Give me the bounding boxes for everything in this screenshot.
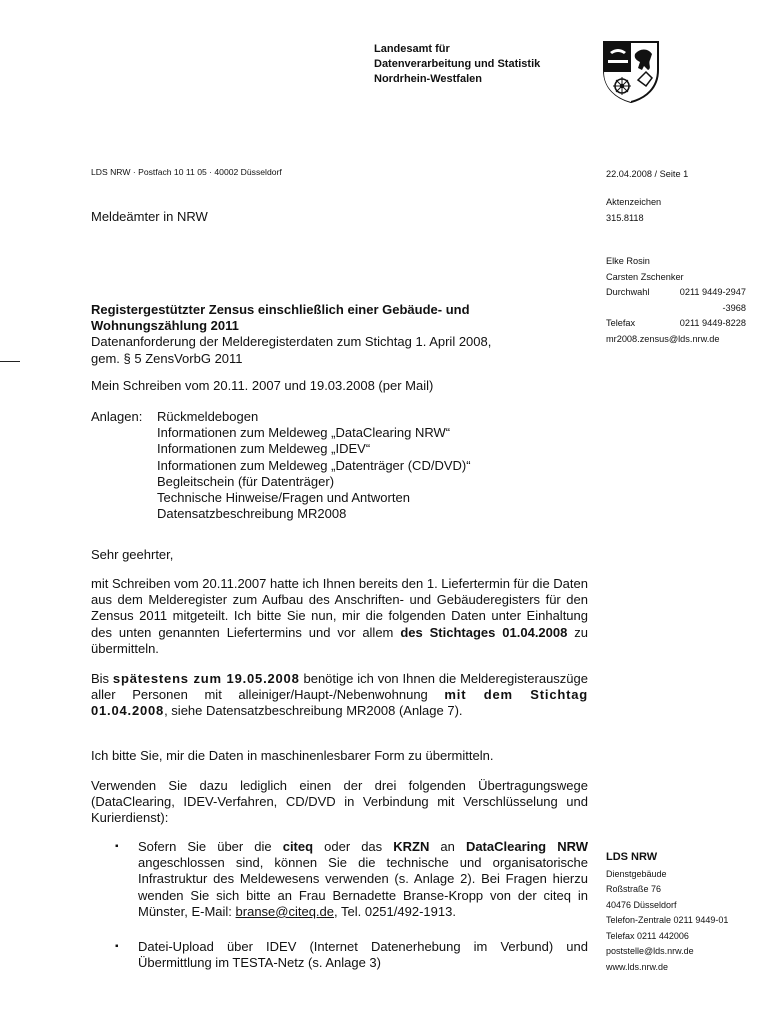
bullet-square-icon: ▪ bbox=[115, 841, 119, 852]
contact-block bbox=[606, 254, 746, 347]
paragraph-bold: spätestens zum 19.05.2008 bbox=[112, 671, 300, 686]
paragraph-text: zu übermitteln. bbox=[91, 624, 589, 656]
fax-value: 0211 9449-8228 bbox=[679, 318, 746, 328]
sender-name bbox=[374, 42, 540, 87]
phone-row bbox=[606, 285, 746, 301]
paragraph-bold: des Stichtages 01.04.2008 bbox=[400, 624, 568, 640]
footer-line: Dienstgebäude bbox=[606, 868, 667, 879]
attachment-item: Informationen zum Meldeweg „Datenträger (CD/DVD)“ bbox=[157, 457, 471, 473]
footer-line: Roßstraße 76 bbox=[606, 884, 662, 894]
reference-line: Mein Schreiben vom 20.11. 2007 und 19.03.2008 (per Mail) bbox=[91, 378, 434, 393]
attachment-item: Begleitschein (für Datenträger) bbox=[157, 473, 335, 489]
email-link[interactable]: branse@citeq.de bbox=[235, 903, 335, 919]
attachment-item: Informationen zum Meldeweg „DataClearing NRW“ bbox=[157, 425, 451, 441]
footer-website[interactable]: www.lds.nrw.de bbox=[606, 961, 669, 972]
paragraph-1 bbox=[91, 576, 588, 657]
footer-line: Telefax 0211 442006 bbox=[606, 930, 689, 941]
bullet-text-part: angeschlossen sind, können Sie die technische und organisatorische Infrastruktur des Meldewesens verwenden (s. Anlage 2). Bei Fragen hierzu wenden Sie sich bitte an Frau Bernadette Branse-Kropp von der citeq in Münster, E-Mail: bbox=[138, 855, 588, 919]
reference-value: 315.8118 bbox=[606, 212, 644, 223]
attachments bbox=[91, 409, 588, 522]
paragraph-bold: mit dem Stichtag 01.04.2008 bbox=[91, 687, 588, 719]
fax-row bbox=[606, 316, 746, 332]
attachment-item: Rückmeldebogen bbox=[157, 409, 259, 424]
bullet-text-part: , Tel. 0251/492-1913. bbox=[334, 903, 456, 919]
date-page: 22.04.2008 / Seite 1 bbox=[606, 169, 689, 179]
contact-name: Elke Rosin bbox=[606, 256, 650, 266]
return-address: LDS NRW · Postfach 10 11 05 · 40002 Düsseldorf bbox=[91, 167, 282, 177]
sender-line: Nordrhein-Westfalen bbox=[374, 73, 482, 85]
attachment-item: Datensatzbeschreibung MR2008 bbox=[157, 506, 347, 522]
bullet-bold: KRZN bbox=[393, 839, 430, 854]
subject-line: Datenanforderung der Melderegisterdaten zum Stichtag 1. April 2008, bbox=[91, 334, 492, 350]
fax-label: Telefax bbox=[606, 318, 636, 328]
sender-line: Landesamt für bbox=[374, 43, 450, 55]
bullet-item bbox=[115, 939, 588, 971]
attachments-list bbox=[157, 409, 471, 522]
bullet-bold: DataClearing NRW bbox=[465, 839, 589, 854]
salutation: Sehr geehrter, bbox=[91, 547, 174, 562]
reference-block bbox=[606, 195, 661, 226]
bullet-square-icon: ▪ bbox=[115, 941, 119, 952]
recipient: Meldeämter in NRW bbox=[91, 209, 208, 224]
footer-org: LDS NRW bbox=[606, 851, 658, 863]
paragraph-text: Bis bbox=[91, 671, 113, 686]
fold-mark bbox=[0, 361, 20, 362]
subject-line: gem. § 5 ZensVorbG 2011 bbox=[91, 350, 243, 366]
contact-name: Carsten Zschenker bbox=[606, 271, 684, 282]
paragraph-text: , siehe Datensatzbeschreibung MR2008 (Anlage 7). bbox=[164, 703, 463, 719]
subject-title: Wohnungszählung 2011 bbox=[91, 318, 239, 334]
paragraph-text: benötige ich von Ihnen die Melderegisterauszüge aller Personen mit alleiniger/Haupt-/Nebenwohnung bbox=[91, 671, 588, 703]
paragraph-text: mit Schreiben vom 20.11.2007 hatte ich Ihnen bereits den 1. Liefertermin für die Daten aus dem Melderegister zum Aufbau des Anschriften- und Gebäuderegisters für den Zensus 2011 mitgeteilt. Ich bitte Sie nun, mir die folgenden Daten unter Einhaltung des unten genannten Liefertermins und vor allem bbox=[91, 576, 588, 640]
footer-line: 40476 Düsseldorf bbox=[606, 899, 677, 910]
bullet-text bbox=[138, 839, 588, 920]
footer-email[interactable]: poststelle@lds.nrw.de bbox=[606, 946, 694, 956]
bullet-text-part: an bbox=[429, 839, 466, 854]
phone-value: 0211 9449-2947 bbox=[679, 287, 746, 297]
paragraph-3: Ich bitte Sie, mir die Daten in maschinenlesbarer Form zu übermitteln. bbox=[91, 748, 494, 763]
nrw-coat-of-arms-icon bbox=[602, 40, 660, 104]
phone-extra: -3968 bbox=[722, 302, 746, 313]
paragraph-4: Verwenden Sie dazu lediglich einen der drei folgenden Übertragungswege (DataClearing, IDEV-Verfahren, CD/DVD in Verbindung mit Verschlüsselung und Kurierdienst): bbox=[91, 778, 588, 826]
subject-title: Registergestützter Zensus einschließlich einer Gebäude- und bbox=[91, 302, 470, 317]
bullet-item bbox=[115, 839, 588, 920]
footer-address bbox=[606, 850, 728, 975]
sender-line: Datenverarbeitung und Statistik bbox=[374, 58, 541, 70]
paragraph-2 bbox=[91, 671, 588, 720]
attachment-item: Technische Hinweise/Fragen und Antworten bbox=[157, 490, 410, 506]
attachments-label: Anlagen: bbox=[91, 409, 143, 424]
attachment-item: Informationen zum Meldeweg „IDEV“ bbox=[157, 441, 371, 457]
phone-label: Durchwahl bbox=[606, 287, 650, 297]
bullet-text-part: oder das bbox=[313, 839, 394, 854]
footer-line: Telefon-Zentrale 0211 9449-01 bbox=[606, 915, 729, 925]
subject-block bbox=[91, 302, 588, 367]
bullet-text-part: Sofern Sie über die bbox=[138, 839, 283, 854]
bullet-bold: citeq bbox=[282, 839, 314, 854]
contact-email: mr2008.zensus@lds.nrw.de bbox=[606, 333, 720, 344]
reference-label: Aktenzeichen bbox=[606, 197, 662, 207]
bullet-text: Datei-Upload über IDEV (Internet Datenerhebung im Verbund) und Übermittlung im TESTA-Netz (s. Anlage 3) bbox=[138, 939, 588, 971]
